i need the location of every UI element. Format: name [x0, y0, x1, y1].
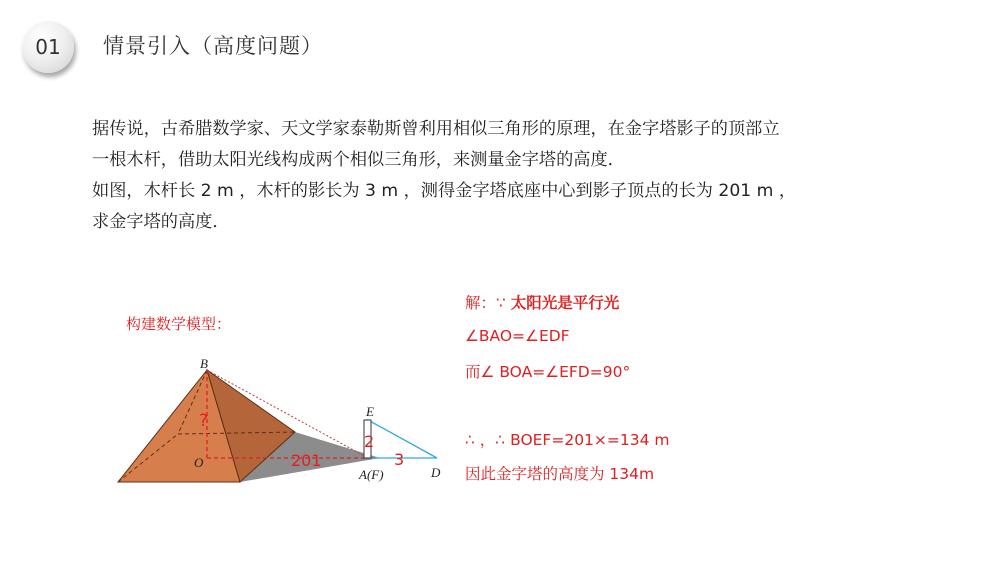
section-number-badge — [22, 21, 74, 73]
solution-premise: 太阳光是平行光 — [510, 294, 620, 312]
label-af: A(F) — [359, 467, 384, 482]
label-e: E — [366, 404, 374, 419]
distance-label: 201 — [291, 451, 322, 470]
solution-line: 而∠ BOA=∠EFD=90° — [465, 363, 631, 381]
intro-line: 一根木杆，借助太阳光线构成两个相似三角形，来测量金字塔的高度． — [92, 150, 625, 170]
section-number: 01 — [35, 35, 61, 59]
pole-length-label: 2 — [364, 432, 375, 451]
section-title: 情景引入（高度问题） — [103, 34, 323, 58]
unknown-height-label: ? — [199, 411, 209, 431]
shadow-length-label: 3 — [394, 450, 405, 469]
solution-line — [465, 291, 619, 313]
solution-conclusion: 因此金字塔的高度为 134m — [465, 465, 655, 483]
solution-prefix: 解：∵ — [465, 294, 511, 312]
label-o: O — [194, 455, 204, 470]
label-d: D — [431, 465, 441, 480]
intro-line: 据传说，古希腊数学家、天文学家泰勒斯曾利用相似三角形的原理，在金字塔影子的顶部立 — [92, 119, 780, 139]
label-b: B — [200, 356, 208, 371]
intro-text — [92, 114, 952, 238]
solution-line: ∴ ，∴ BOEF=201×=134 m — [465, 431, 670, 449]
pyramid-diagram — [110, 348, 460, 488]
intro-line: 如图，木杆长 2 m ，木杆的影长为 3 m ，测得金字塔底座中心到影子顶点的长为 201 m ， — [92, 181, 797, 201]
intro-line: 求金字塔的高度． — [92, 212, 230, 232]
solution-line: ∠BAO=∠EDF — [465, 327, 570, 345]
model-label: 构建数学模型： — [126, 315, 232, 333]
